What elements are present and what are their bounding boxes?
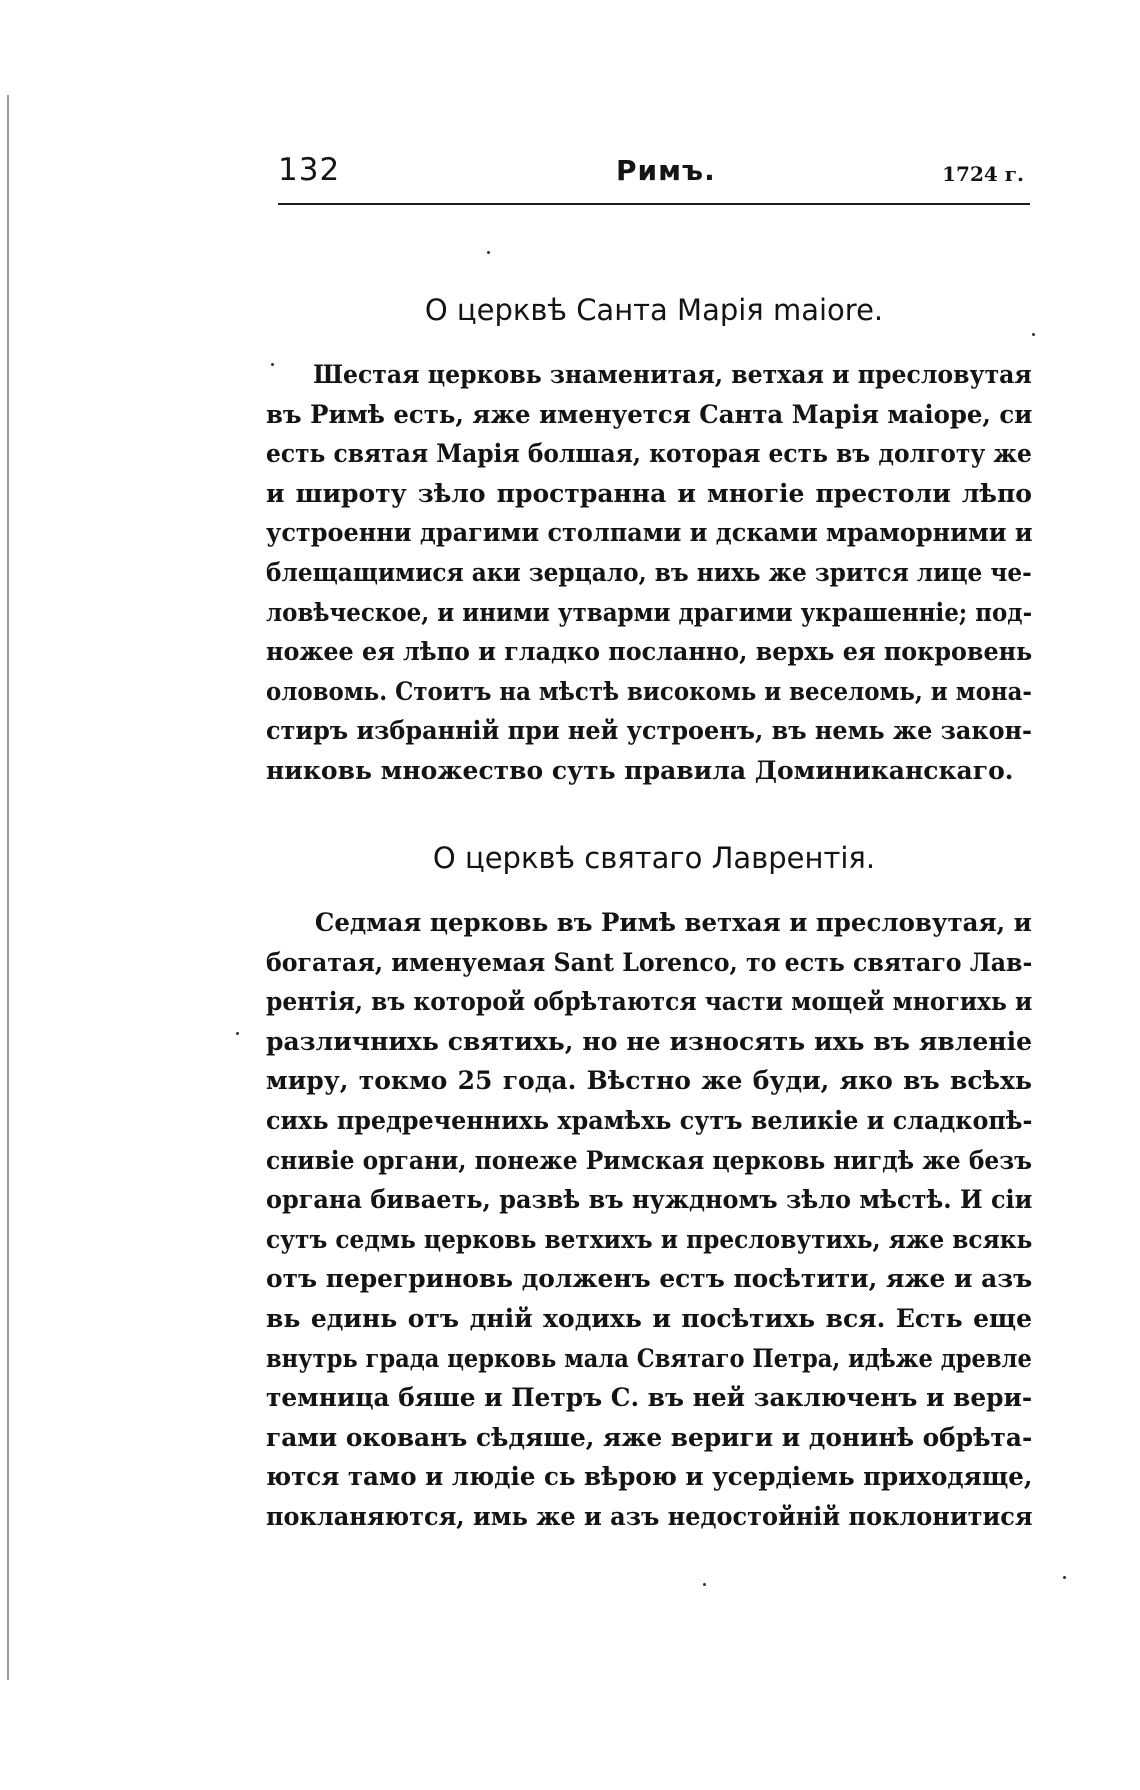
text-line: сутъ седмь церковь ветхихъ и пресловутихь, яже всякь	[266, 1224, 1033, 1254]
text-line: снивіе органи, понеже Римская церковь нигдѣ же безъ	[266, 1145, 1032, 1175]
text-line: и широту зѣло пространна и многіе престоли лѣпо	[266, 478, 1032, 508]
text-line: Седмая церковь въ Римѣ ветхая и пресловутая, и	[314, 908, 1032, 937]
text-line: оловомь. Стоитъ на мѣстѣ високомь и веселомь, и мона-	[266, 676, 1032, 706]
text-line: вь единь отъ дній ходихь и посѣтихь вся. Есть еще	[266, 1303, 1032, 1333]
text-line: въ Римѣ есть, яже именуется Санта Марія маіоре, си	[266, 399, 1033, 429]
text-line: стиръ избранній при ней устроенъ, въ немь же закон-	[266, 716, 1032, 746]
text-line: ловѣческое, и иними утварми драгими украшенніе; под-	[266, 597, 1033, 627]
text-line: покланяются, имь же и азъ недостойній поклонитися	[266, 1501, 1033, 1531]
text-line: темница бяше и Петръ С. въ ней заключенъ и вери-	[266, 1383, 1033, 1413]
year-label: 1724 г.	[942, 162, 1024, 186]
text-line: устроенни драгими столпами и дсками мраморними и	[266, 518, 1033, 548]
section-heading-santa-maria: О церквѣ Санта Марія maiore.	[424, 293, 884, 327]
text-line: есть святая Марія болшая, которая есть въ долготу же	[266, 439, 1032, 469]
section-heading-saint-lawrence: О церквѣ святаго Лаврентія.	[432, 841, 876, 875]
scan-speck	[487, 251, 490, 254]
scan-speck	[1032, 333, 1035, 336]
text-line: отъ перегриновь долженъ естъ посѣтити, яже и азъ	[266, 1264, 1033, 1294]
text-line: органа биваеть, развѣ въ нуждномъ зѣло мѣстѣ. И сіи	[266, 1185, 1033, 1215]
scan-speck	[271, 363, 274, 366]
text-line: различнихь святихь, но не износять ихь въ явленіе	[266, 1026, 1032, 1056]
text-line: миру, токмо 25 года. Вѣстно же буди, яко въ всѣхь	[266, 1066, 1032, 1096]
text-line: рентія, въ которой обрѣтаются части мощей многихь и	[266, 987, 1033, 1017]
text-line: внутрь града церковь мала Святаго Петра, идѣже древле	[266, 1343, 1032, 1373]
paragraph-saint-lawrence	[266, 903, 1032, 1537]
page-number: 132	[278, 152, 341, 188]
scan-speck	[1063, 1576, 1066, 1579]
scan-edge-line	[7, 95, 9, 1680]
text-line: ножее ея лѣпо и гладко посланно, верхь ея покровень	[266, 637, 1033, 667]
text-line: богатая, именуемая Sant Lorenco, то есть святаго Лав-	[266, 947, 1033, 977]
paragraph-santa-maria	[266, 355, 1032, 791]
text-line: никовь множество суть правила Доминиканскаго.	[266, 755, 1014, 785]
text-line: блещащимися аки зерцало, въ нихь же зрится лице че-	[266, 557, 1032, 587]
scan-speck	[236, 1032, 239, 1035]
text-line: Шестая церковь знаменитая, ветхая и пресловутая	[313, 360, 1032, 389]
header-rule	[278, 203, 1030, 205]
page-header	[278, 152, 1030, 210]
text-line: ются тамо и людіе сь вѣрою и усердіемь приходяще,	[266, 1462, 1033, 1492]
scan-speck	[703, 1583, 706, 1586]
text-line: сихь предреченнихь храмѣхь сутъ великіе и сладкопѣ-	[266, 1105, 1033, 1135]
running-title: Римъ.	[616, 154, 716, 187]
text-line: гами окованъ сѣдяше, яже вериги и донинѣ обрѣта-	[266, 1422, 1033, 1452]
